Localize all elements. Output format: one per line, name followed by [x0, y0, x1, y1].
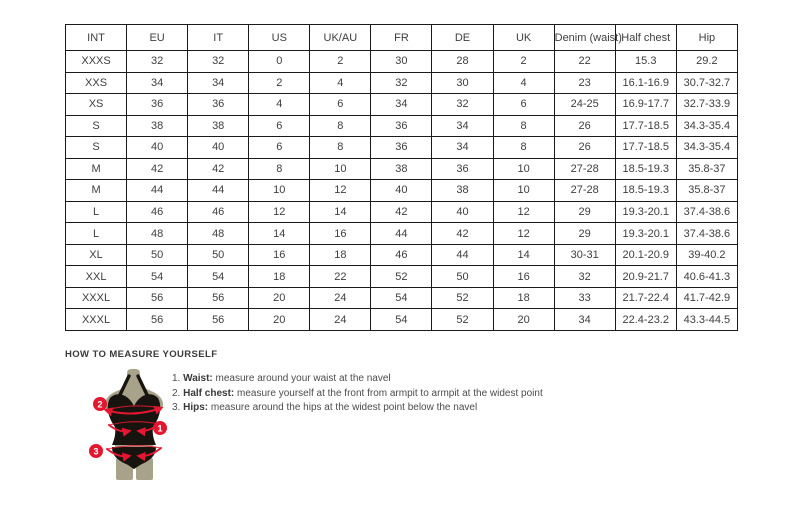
- table-cell: 38: [188, 115, 249, 137]
- table-header-cell: Half chest: [615, 25, 676, 51]
- table-cell: 16: [249, 244, 310, 266]
- table-cell: 32: [371, 72, 432, 94]
- table-cell: 24: [310, 287, 371, 309]
- measure-section-title: HOW TO MEASURE YOURSELF: [65, 349, 218, 360]
- table-cell: 40: [188, 137, 249, 159]
- table-cell: 10: [249, 180, 310, 202]
- table-cell: 26: [554, 115, 615, 137]
- table-cell: 0: [249, 51, 310, 73]
- table-cell: 44: [371, 223, 432, 245]
- table-cell: 39-40.2: [676, 244, 737, 266]
- table-cell: 46: [371, 244, 432, 266]
- table-cell: 41.7-42.9: [676, 287, 737, 309]
- table-row: [66, 115, 738, 137]
- table-cell: 52: [432, 287, 493, 309]
- table-cell: 6: [249, 115, 310, 137]
- table-cell: 8: [310, 115, 371, 137]
- table-cell: 4: [249, 94, 310, 116]
- table-cell: 50: [127, 244, 188, 266]
- table-cell: 32: [554, 266, 615, 288]
- table-row: [66, 223, 738, 245]
- table-header-cell: DE: [432, 25, 493, 51]
- measure-steps-list: [172, 372, 543, 416]
- table-cell: 8: [493, 115, 554, 137]
- table-cell: 40: [127, 137, 188, 159]
- table-cell: 27-28: [554, 180, 615, 202]
- table-cell: 10: [310, 158, 371, 180]
- table-cell: 8: [310, 137, 371, 159]
- table-cell: 38: [127, 115, 188, 137]
- table-cell: 52: [371, 266, 432, 288]
- table-cell: 16.9-17.7: [615, 94, 676, 116]
- table-row: [66, 94, 738, 116]
- table-cell: 42: [127, 158, 188, 180]
- table-cell: 34: [432, 137, 493, 159]
- table-header-cell: UK/AU: [310, 25, 371, 51]
- size-chart-header-row: [66, 25, 738, 51]
- table-cell: 14: [493, 244, 554, 266]
- table-cell: 40: [371, 180, 432, 202]
- table-cell: 8: [493, 137, 554, 159]
- table-cell: S: [66, 115, 127, 137]
- table-cell: 30: [432, 72, 493, 94]
- table-cell: 18: [493, 287, 554, 309]
- table-cell: 27-28: [554, 158, 615, 180]
- table-header-cell: INT: [66, 25, 127, 51]
- table-cell: 46: [188, 201, 249, 223]
- table-cell: 28: [432, 51, 493, 73]
- table-cell: 30-31: [554, 244, 615, 266]
- table-cell: 4: [310, 72, 371, 94]
- table-cell: 20: [249, 287, 310, 309]
- step-label: Hips:: [183, 402, 209, 414]
- table-cell: 23: [554, 72, 615, 94]
- table-cell: 44: [188, 180, 249, 202]
- table-row: [66, 51, 738, 73]
- table-row: [66, 266, 738, 288]
- table-cell: 8: [249, 158, 310, 180]
- table-cell: 50: [432, 266, 493, 288]
- badge-1-icon: [153, 421, 167, 435]
- badge-3-icon: [89, 444, 103, 458]
- step-text: measure yourself at the front from armpit to armpit at the widest point: [234, 387, 543, 399]
- table-cell: 21.7-22.4: [615, 287, 676, 309]
- table-header-cell: US: [249, 25, 310, 51]
- table-cell: 30: [371, 51, 432, 73]
- step-label: Waist:: [183, 373, 213, 384]
- table-cell: 19.3-20.1: [615, 223, 676, 245]
- table-cell: 18: [249, 266, 310, 288]
- measure-step: [172, 372, 543, 387]
- table-cell: 15.3: [615, 51, 676, 73]
- table-cell: 32: [432, 94, 493, 116]
- table-cell: 36: [188, 94, 249, 116]
- table-cell: 20: [249, 309, 310, 331]
- svg-text:3: 3: [93, 446, 99, 457]
- table-cell: 29: [554, 201, 615, 223]
- table-cell: 18.5-19.3: [615, 158, 676, 180]
- table-header-cell: Hip: [676, 25, 737, 51]
- step-text: measure around your waist at the navel: [212, 373, 391, 384]
- table-cell: XXXS: [66, 51, 127, 73]
- table-cell: 12: [249, 201, 310, 223]
- table-cell: 50: [188, 244, 249, 266]
- table-cell: 44: [127, 180, 188, 202]
- svg-text:2: 2: [97, 399, 103, 410]
- table-header-cell: IT: [188, 25, 249, 51]
- table-cell: 34: [371, 94, 432, 116]
- table-cell: 56: [127, 287, 188, 309]
- table-cell: 22: [310, 266, 371, 288]
- table-cell: L: [66, 201, 127, 223]
- table-cell: 10: [493, 158, 554, 180]
- table-cell: 18.5-19.3: [615, 180, 676, 202]
- table-cell: 40.6-41.3: [676, 266, 737, 288]
- table-cell: M: [66, 180, 127, 202]
- table-cell: 52: [432, 309, 493, 331]
- table-cell: 34: [188, 72, 249, 94]
- table-cell: 54: [371, 287, 432, 309]
- step-number: 2.: [172, 387, 184, 399]
- table-row: [66, 137, 738, 159]
- table-cell: 54: [127, 266, 188, 288]
- table-cell: 24-25: [554, 94, 615, 116]
- table-cell: 10: [493, 180, 554, 202]
- table-cell: XXL: [66, 266, 127, 288]
- step-text: measure around the hips at the widest point below the navel: [208, 402, 478, 414]
- table-cell: 32.7-33.9: [676, 94, 737, 116]
- size-chart-table: [65, 24, 738, 331]
- table-cell: XL: [66, 244, 127, 266]
- table-cell: 54: [188, 266, 249, 288]
- table-cell: 36: [432, 158, 493, 180]
- step-label: Half chest:: [183, 387, 235, 399]
- table-cell: 14: [249, 223, 310, 245]
- table-cell: 22: [554, 51, 615, 73]
- measure-step: [172, 387, 543, 402]
- table-cell: 42: [188, 158, 249, 180]
- step-number: 1.: [172, 373, 184, 384]
- table-row: [66, 309, 738, 331]
- table-cell: 12: [493, 201, 554, 223]
- table-cell: 35.8-37: [676, 158, 737, 180]
- table-cell: 44: [432, 244, 493, 266]
- table-cell: 34.3-35.4: [676, 115, 737, 137]
- table-cell: 40: [432, 201, 493, 223]
- table-cell: 30.7-32.7: [676, 72, 737, 94]
- table-cell: 34: [554, 309, 615, 331]
- table-cell: 42: [432, 223, 493, 245]
- table-cell: 38: [432, 180, 493, 202]
- table-cell: 35.8-37: [676, 180, 737, 202]
- table-cell: 36: [371, 137, 432, 159]
- table-cell: 43.3-44.5: [676, 309, 737, 331]
- table-row: [66, 72, 738, 94]
- table-cell: 16.1-16.9: [615, 72, 676, 94]
- table-cell: 12: [310, 180, 371, 202]
- table-row: [66, 287, 738, 309]
- table-row: [66, 180, 738, 202]
- table-cell: 48: [188, 223, 249, 245]
- table-cell: 20: [493, 309, 554, 331]
- table-header-cell: EU: [127, 25, 188, 51]
- table-cell: 2: [493, 51, 554, 73]
- table-header-cell: Denim (waist): [554, 25, 615, 51]
- table-cell: 19.3-20.1: [615, 201, 676, 223]
- table-cell: 26: [554, 137, 615, 159]
- table-cell: 24: [310, 309, 371, 331]
- table-cell: 17.7-18.5: [615, 137, 676, 159]
- size-chart-body: [66, 51, 738, 331]
- table-cell: 36: [127, 94, 188, 116]
- table-cell: XXXL: [66, 309, 127, 331]
- table-cell: 33: [554, 287, 615, 309]
- table-cell: 14: [310, 201, 371, 223]
- table-cell: 36: [371, 115, 432, 137]
- table-row: [66, 244, 738, 266]
- table-cell: 54: [371, 309, 432, 331]
- table-cell: XXS: [66, 72, 127, 94]
- table-cell: 29: [554, 223, 615, 245]
- table-cell: 6: [493, 94, 554, 116]
- table-cell: 2: [249, 72, 310, 94]
- table-cell: 29.2: [676, 51, 737, 73]
- table-cell: 37.4-38.6: [676, 223, 737, 245]
- table-cell: 46: [127, 201, 188, 223]
- badge-2-icon: [93, 397, 107, 411]
- table-cell: 56: [188, 287, 249, 309]
- table-cell: 17.7-18.5: [615, 115, 676, 137]
- table-cell: S: [66, 137, 127, 159]
- table-cell: 34: [127, 72, 188, 94]
- table-header-cell: FR: [371, 25, 432, 51]
- table-cell: 42: [371, 201, 432, 223]
- table-cell: XXXL: [66, 287, 127, 309]
- table-row: [66, 158, 738, 180]
- table-cell: 37.4-38.6: [676, 201, 737, 223]
- table-cell: 16: [493, 266, 554, 288]
- step-number: 3.: [172, 402, 184, 414]
- table-cell: 2: [310, 51, 371, 73]
- table-cell: 22.4-23.2: [615, 309, 676, 331]
- table-cell: 20.1-20.9: [615, 244, 676, 266]
- table-row: [66, 201, 738, 223]
- table-cell: L: [66, 223, 127, 245]
- table-cell: M: [66, 158, 127, 180]
- table-cell: 32: [188, 51, 249, 73]
- table-cell: 38: [371, 158, 432, 180]
- table-cell: 32: [127, 51, 188, 73]
- table-header-cell: UK: [493, 25, 554, 51]
- table-cell: 48: [127, 223, 188, 245]
- measure-step: [172, 401, 543, 416]
- table-cell: 34: [432, 115, 493, 137]
- table-cell: 34.3-35.4: [676, 137, 737, 159]
- table-cell: 18: [310, 244, 371, 266]
- table-cell: 4: [493, 72, 554, 94]
- table-cell: 6: [249, 137, 310, 159]
- table-cell: 56: [188, 309, 249, 331]
- table-cell: 16: [310, 223, 371, 245]
- svg-text:1: 1: [157, 423, 163, 434]
- table-cell: 6: [310, 94, 371, 116]
- table-cell: 12: [493, 223, 554, 245]
- table-cell: 56: [127, 309, 188, 331]
- table-cell: XS: [66, 94, 127, 116]
- table-cell: 20.9-21.7: [615, 266, 676, 288]
